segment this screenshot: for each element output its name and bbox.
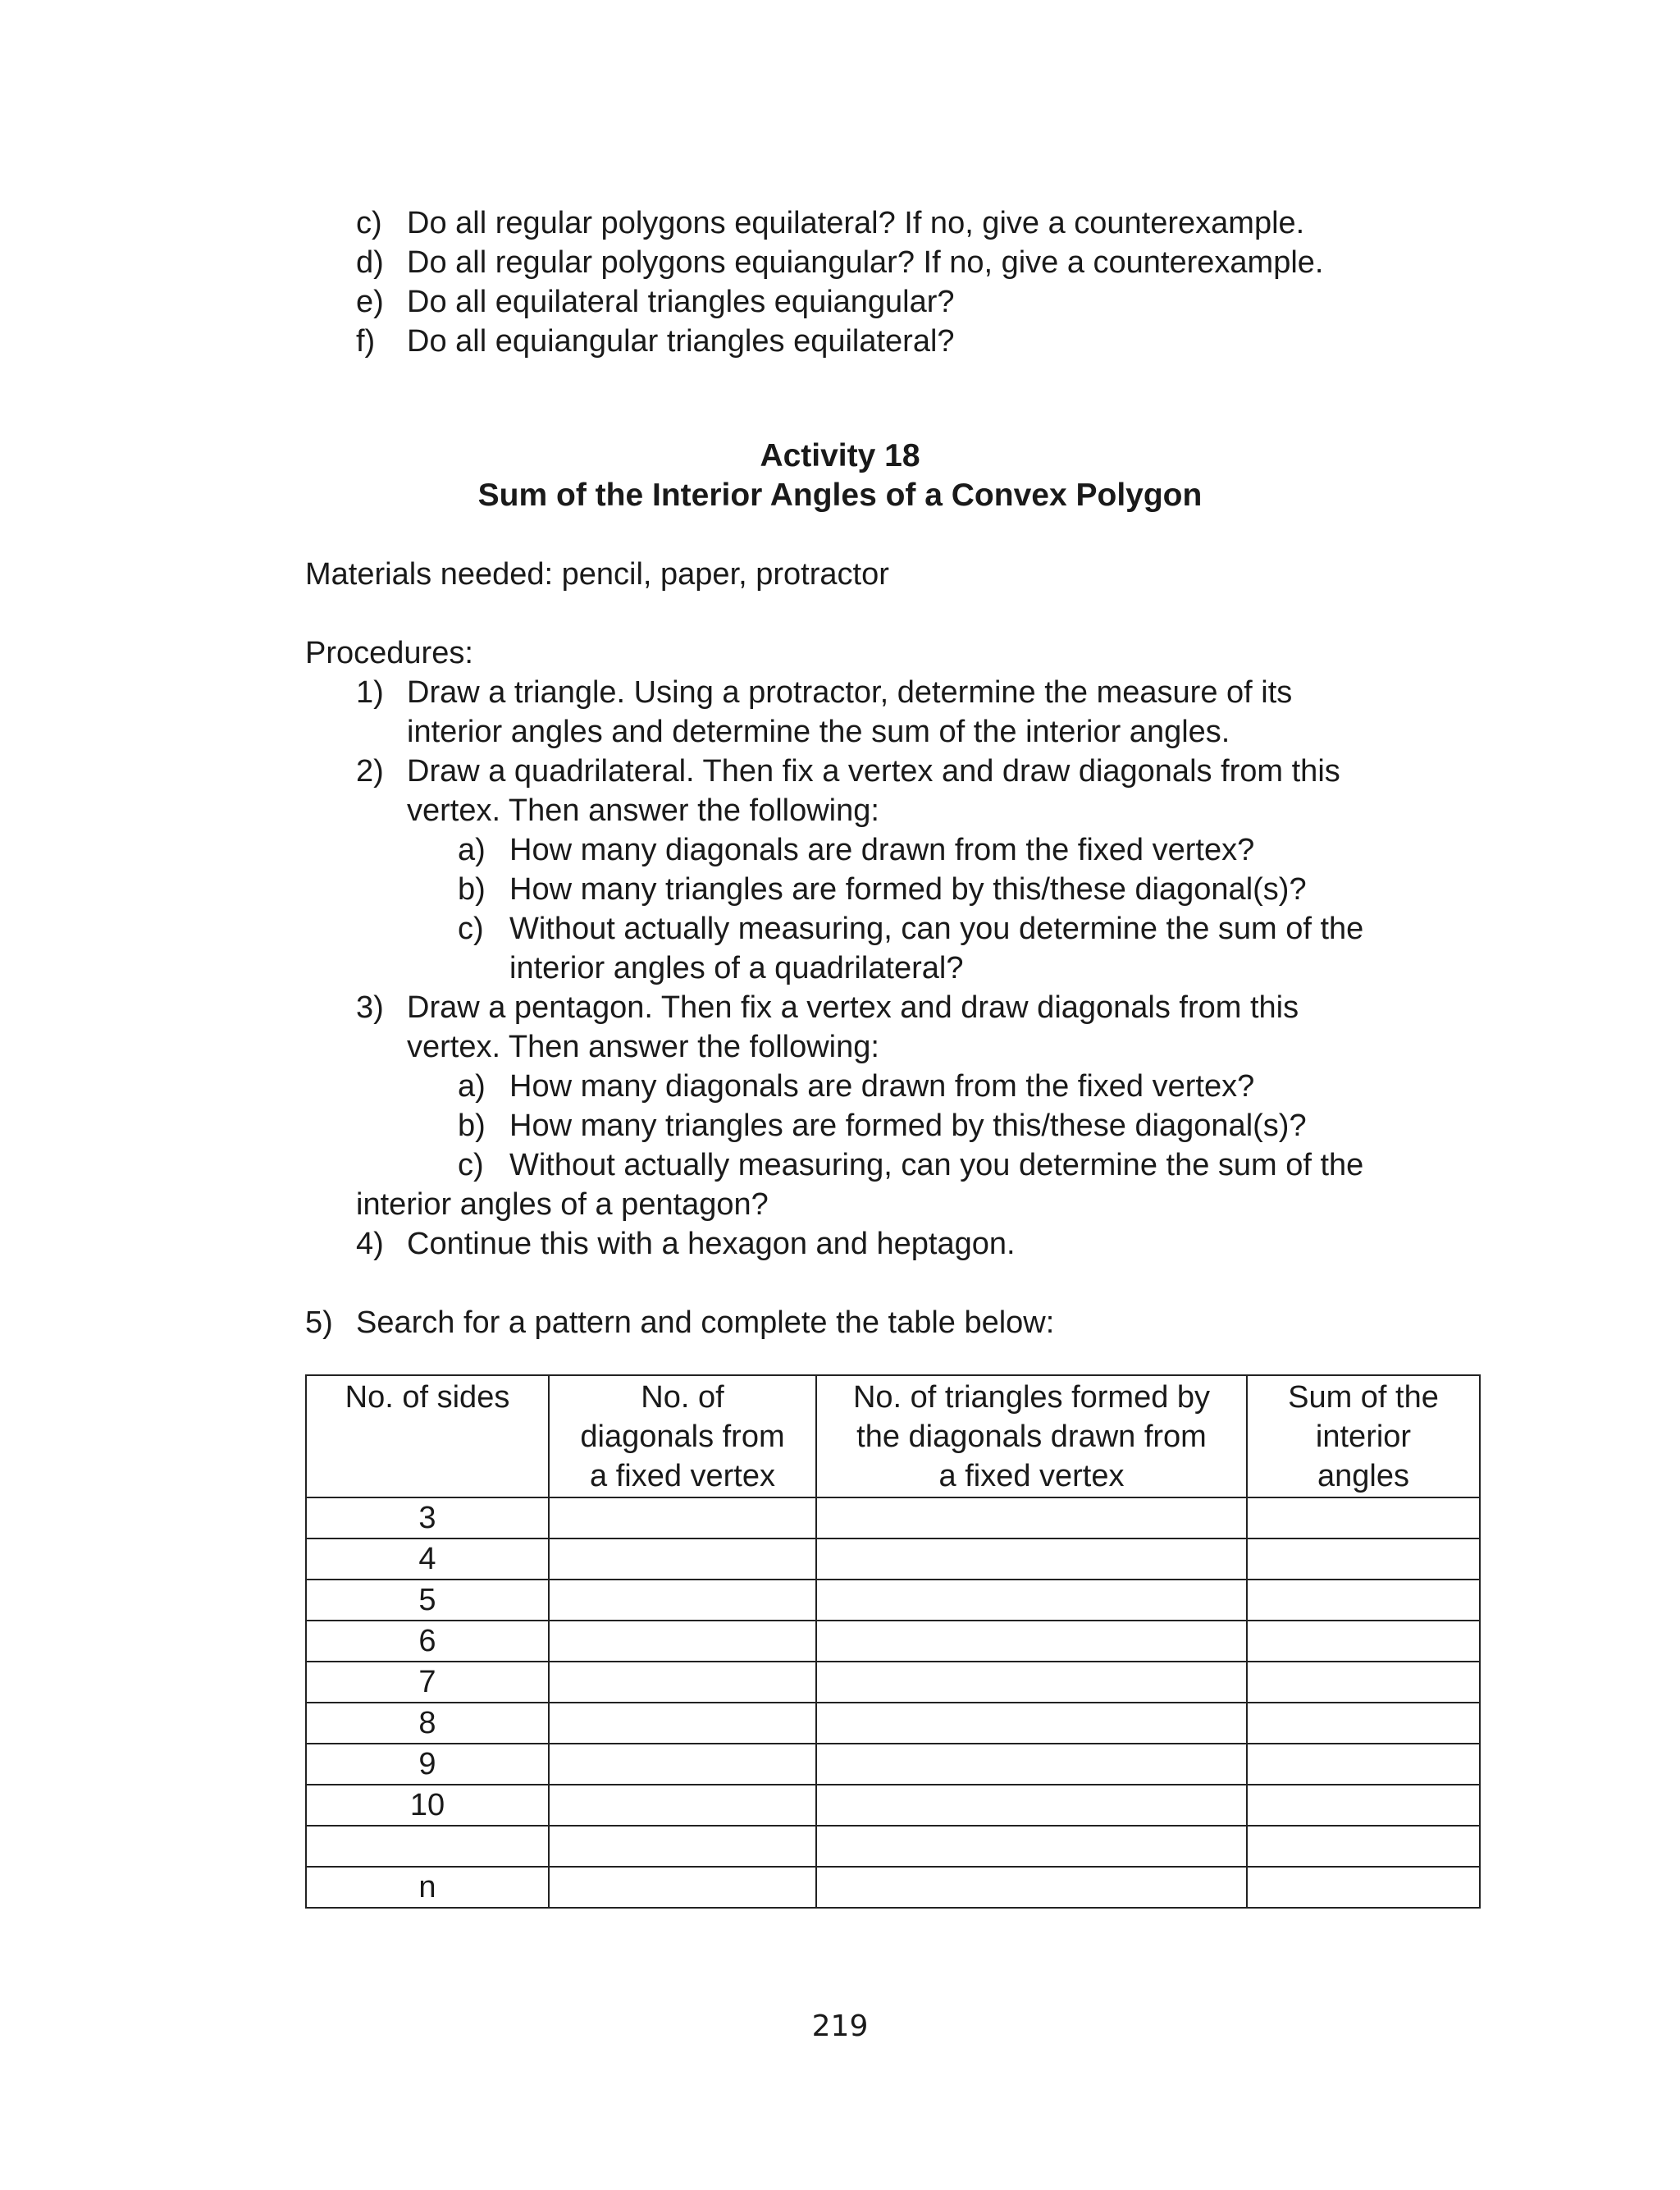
sides-cell: 4 [306, 1538, 549, 1580]
step-2c-line-1: Without actually measuring, can you determine the sum of the [509, 912, 1364, 946]
table-row [306, 1785, 1480, 1826]
step-3a-marker: a) [458, 1069, 486, 1104]
step-3a-text: How many diagonals are drawn from the fixed vertex? [509, 1069, 1255, 1104]
diagonals-cell[interactable] [549, 1703, 816, 1744]
step-3-line-2: vertex. Then answer the following: [407, 1030, 879, 1064]
diagonals-cell[interactable] [549, 1497, 816, 1538]
step-2-line-1: Draw a quadrilateral. Then fix a vertex and draw diagonals from this [407, 754, 1340, 789]
step-4-text: Continue this with a hexagon and heptagon. [407, 1227, 1016, 1261]
sum-cell[interactable] [1247, 1867, 1480, 1908]
question-c-text: Do all regular polygons equilateral? If no, give a counterexample. [407, 206, 1305, 240]
table-row [306, 1867, 1480, 1908]
diagonals-cell[interactable] [549, 1744, 816, 1785]
pattern-table [305, 1374, 1481, 1909]
step-1-line-2: interior angles and determine the sum of the interior angles. [407, 715, 1230, 749]
sides-cell: 3 [306, 1497, 549, 1538]
step-2b-marker: b) [458, 872, 486, 907]
procedures-heading: Procedures: [305, 636, 473, 670]
header-no-of-diagonals: No. of diagonals from a fixed vertex [549, 1375, 816, 1497]
triangles-cell[interactable] [816, 1497, 1247, 1538]
diagonals-cell[interactable] [549, 1826, 816, 1867]
step-4-marker: 4) [356, 1227, 384, 1261]
table-row [306, 1621, 1480, 1662]
sides-cell: 5 [306, 1580, 549, 1621]
diagonals-cell[interactable] [549, 1580, 816, 1621]
activity-number: Activity 18 [760, 438, 920, 473]
diagonals-cell[interactable] [549, 1785, 816, 1826]
step-2-line-2: vertex. Then answer the following: [407, 793, 879, 828]
table-row [306, 1580, 1480, 1621]
header-no-of-sides: No. of sides [306, 1375, 549, 1497]
step-3-marker: 3) [356, 990, 384, 1025]
question-f-text: Do all equiangular triangles equilateral? [407, 324, 955, 359]
table-row [306, 1497, 1480, 1538]
sides-cell: 7 [306, 1662, 549, 1703]
step-2c-line-2: interior angles of a quadrilateral? [509, 951, 964, 985]
sum-cell[interactable] [1247, 1662, 1480, 1703]
materials-line: Materials needed: pencil, paper, protractor [305, 557, 889, 592]
diagonals-cell[interactable] [549, 1621, 816, 1662]
triangles-cell[interactable] [816, 1744, 1247, 1785]
header-sum-interior-angles: Sum of the interior angles [1247, 1375, 1480, 1497]
step-3-line-1: Draw a pentagon. Then fix a vertex and draw diagonals from this [407, 990, 1299, 1025]
sum-cell[interactable] [1247, 1826, 1480, 1867]
diagonals-cell[interactable] [549, 1867, 816, 1908]
sum-cell[interactable] [1247, 1703, 1480, 1744]
activity-title: Sum of the Interior Angles of a Convex Polygon [477, 478, 1203, 513]
sum-cell[interactable] [1247, 1538, 1480, 1580]
sides-cell: 8 [306, 1703, 549, 1744]
question-e-text: Do all equilateral triangles equiangular? [407, 285, 955, 319]
sum-cell[interactable] [1247, 1744, 1480, 1785]
table-row [306, 1744, 1480, 1785]
step-3c-line-1: Without actually measuring, can you determine the sum of the [509, 1148, 1364, 1182]
triangles-cell[interactable] [816, 1580, 1247, 1621]
sum-cell[interactable] [1247, 1785, 1480, 1826]
triangles-cell[interactable] [816, 1662, 1247, 1703]
step-5-text: Search for a pattern and complete the table below: [356, 1305, 1055, 1340]
step-2b-text: How many triangles are formed by this/these diagonal(s)? [509, 872, 1307, 907]
question-f-marker: f) [356, 324, 376, 359]
question-d-marker: d) [356, 245, 384, 280]
sides-cell: 6 [306, 1621, 549, 1662]
sum-cell[interactable] [1247, 1621, 1480, 1662]
step-2a-text: How many diagonals are drawn from the fixed vertex? [509, 833, 1255, 867]
question-d-text: Do all regular polygons equiangular? If no, give a counterexample. [407, 245, 1324, 280]
table-row [306, 1538, 1480, 1580]
sides-cell [306, 1826, 549, 1867]
step-3b-marker: b) [458, 1109, 486, 1143]
triangles-cell[interactable] [816, 1785, 1247, 1826]
table-row [306, 1826, 1480, 1867]
step-2-marker: 2) [356, 754, 384, 789]
header-no-of-triangles: No. of triangles formed by the diagonals drawn from a fixed vertex [816, 1375, 1247, 1497]
step-1-line-1: Draw a triangle. Using a protractor, determine the measure of its [407, 675, 1293, 710]
diagonals-cell[interactable] [549, 1662, 816, 1703]
triangles-cell[interactable] [816, 1867, 1247, 1908]
triangles-cell[interactable] [816, 1621, 1247, 1662]
step-5-marker: 5) [305, 1305, 333, 1340]
triangles-cell[interactable] [816, 1826, 1247, 1867]
sum-cell[interactable] [1247, 1497, 1480, 1538]
table-header-row [306, 1375, 1480, 1497]
step-1-marker: 1) [356, 675, 384, 710]
question-e-marker: e) [356, 285, 384, 319]
diagonals-cell[interactable] [549, 1538, 816, 1580]
step-3b-text: How many triangles are formed by this/these diagonal(s)? [509, 1109, 1307, 1143]
step-2a-marker: a) [458, 833, 486, 867]
triangles-cell[interactable] [816, 1538, 1247, 1580]
triangles-cell[interactable] [816, 1703, 1247, 1744]
step-3c-marker: c) [458, 1148, 484, 1182]
sides-cell: n [306, 1867, 549, 1908]
sides-cell: 9 [306, 1744, 549, 1785]
page-number: 219 [811, 2009, 869, 2043]
sum-cell[interactable] [1247, 1580, 1480, 1621]
step-2c-marker: c) [458, 912, 484, 946]
step-3c-line-2: interior angles of a pentagon? [356, 1187, 769, 1222]
question-c-marker: c) [356, 206, 382, 240]
table-row [306, 1662, 1480, 1703]
table-row [306, 1703, 1480, 1744]
sides-cell: 10 [306, 1785, 549, 1826]
